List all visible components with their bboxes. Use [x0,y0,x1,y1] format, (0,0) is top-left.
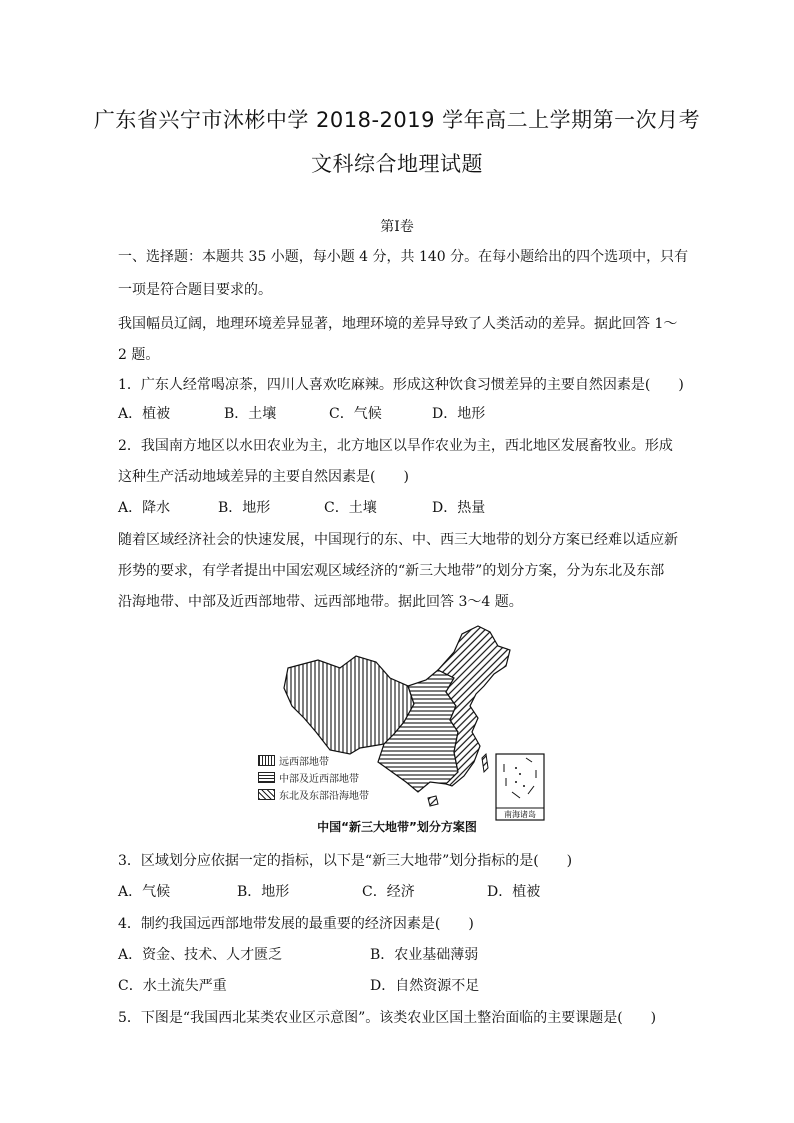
q3-option-b: B．地形 [237,884,290,900]
q2-option-a: A．降水 [118,500,171,516]
q4-option-d: D．自然资源不足 [370,978,480,994]
legend-label-far-west: 远西部地带 [279,757,329,768]
horizontal-stripe-swatch [258,772,275,783]
q3-option-d: D．植被 [487,884,541,900]
map-caption: 中国“新三大地带”划分方案图 [317,820,477,834]
section-heading: 第Ⅰ卷 [380,219,414,235]
q1-option-b: B．土壤 [224,406,277,422]
q1-option-c: C．气候 [329,406,382,422]
legend-label-central: 中部及近西部地带 [279,774,359,785]
q2-stem-line2: 这种生产活动地域差异的主要自然因素是( ) [118,469,409,485]
vertical-stripe-swatch [258,755,275,766]
q2-option-c: C．土壤 [324,500,377,516]
q4-option-a: A．资金、技术、人才匮乏 [118,947,283,963]
exam-title-line1: 广东省兴宁市沐彬中学 2018-2019 学年高二上学期第一次月考 [93,108,701,132]
q4-option-b: B．农业基础薄弱 [370,947,479,963]
q5-stem: 5．下图是“我国西北某类农业区示意图”。该类农业区国土整治面临的主要课题是( ) [118,1010,657,1026]
legend-item-far-west [258,752,369,769]
instructions-line2: 一项是符合题目要求的。 [118,282,272,298]
instructions-line1: 一、选择题：本题共 35 小题，每小题 4 分，共 140 分。在每小题给出的四个选项中，只有 [118,249,689,265]
hainan-island [428,796,438,806]
q2-option-b: B．地形 [218,500,271,516]
legend-label-coastal: 东北及东部沿海地带 [279,791,369,802]
passage2-line2: 形势的要求，有学者提出中国宏观区域经济的“新三大地带”的划分方案，分为东北及东部 [118,563,665,579]
passage2-line3: 沿海地带、中部及近西部地带、远西部地带。据此回答 3～4 题。 [118,594,523,610]
q2-option-d: D．热量 [432,500,486,516]
q2-stem-line1: 2．我国南方地区以水田农业为主，北方地区以旱作农业为主，西北地区发展畜牧业。形成 [118,438,673,454]
q1-option-a: A．植被 [118,406,171,422]
legend-item-coastal [258,786,369,803]
legend-item-central [258,769,369,786]
diagonal-stripe-swatch [258,789,275,800]
inset-label: 南海诸岛 [504,810,536,819]
q1-option-d: D．地形 [432,406,486,422]
exam-title-line2: 文科综合地理试题 [311,152,483,176]
passage1-line1: 我国幅员辽阔，地理环境差异显著，地理环境的差异导致了人类活动的差异。据此回答 1～ [118,316,678,332]
q4-stem: 4．制约我国远西部地带发展的最重要的经济因素是( ) [118,916,474,932]
passage1-line2: 2 题。 [118,347,160,363]
q3-option-c: C．经济 [362,884,415,900]
q3-option-a: A．气候 [118,884,171,900]
q3-stem: 3．区域划分应依据一定的指标，以下是“新三大地带”划分指标的是( ) [118,853,573,869]
map-legend [258,752,369,803]
q1-stem: 1．广东人经常喝凉茶，四川人喜欢吃麻辣。形成这种饮食习惯差异的主要自然因素是( ) [118,377,684,393]
taiwan-island [482,754,488,772]
q4-option-c: C．水土流失严重 [118,978,227,994]
passage2-line1: 随着区域经济社会的快速发展，中国现行的东、中、西三大地带的划分方案已经难以适应新 [118,532,678,548]
